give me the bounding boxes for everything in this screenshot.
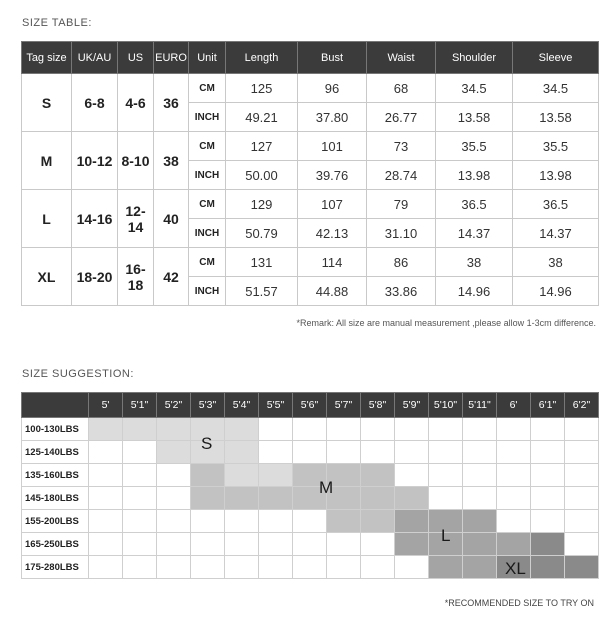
weight-label-cell: 100-130LBS [22,418,89,441]
grid-cell [191,510,225,533]
grid-cell [463,418,497,441]
size-us-cell: 4-6 [118,74,154,132]
size-uk-cell: 14-16 [72,190,118,248]
height-header-cell: 5'2" [157,393,191,418]
grid-corner-cell [22,393,89,418]
grid-cell [191,533,225,556]
measurement-cell: 13.58 [513,103,599,132]
size-header-cell: Length [226,42,298,74]
grid-cell [497,441,531,464]
size-size-cell: S [22,74,72,132]
grid-cell [89,441,123,464]
grid-cell [225,533,259,556]
grid-cell [463,487,497,510]
measurement-cell: 114 [298,248,367,277]
unit-cell: INCH [189,277,226,306]
size-zone-cell-l [463,510,497,533]
grid-cell [259,441,293,464]
measurement-cell: 35.5 [436,132,513,161]
size-zone-cell-l [463,556,497,579]
size-header-cell: Waist [367,42,436,74]
size-row [22,248,599,277]
grid-cell [123,533,157,556]
size-row [22,190,599,219]
size-euro-cell: 36 [154,74,189,132]
size-us-cell: 8-10 [118,132,154,190]
size-zone-cell-s [89,418,123,441]
grid-cell [157,464,191,487]
measurement-cell: 14.37 [513,219,599,248]
recommend-note: *RECOMMENDED SIZE TO TRY ON [444,598,594,608]
zone-label-l: L [441,526,451,545]
grid-cell [157,556,191,579]
weight-row [22,441,599,464]
grid-cell [327,533,361,556]
weight-label-cell: 145-180LBS [22,487,89,510]
measurement-cell: 38 [513,248,599,277]
height-header-cell: 5' [89,393,123,418]
height-header-cell: 5'4" [225,393,259,418]
grid-cell [395,464,429,487]
size-zone-cell-l [497,533,531,556]
unit-cell: INCH [189,103,226,132]
height-header-cell: 5'7" [327,393,361,418]
size-suggestion-title: SIZE SUGGESTION: [22,368,134,380]
grid-cell [293,510,327,533]
size-row [22,74,599,103]
height-header-cell: 5'3" [191,393,225,418]
measurement-cell: 131 [226,248,298,277]
weight-row [22,464,599,487]
unit-cell: CM [189,248,226,277]
grid-cell [327,556,361,579]
measurement-cell: 68 [367,74,436,103]
height-header-cell: 5'6" [293,393,327,418]
measurement-cell: 13.98 [436,161,513,190]
grid-cell [429,487,463,510]
grid-cell [565,510,599,533]
size-zone-cell-l [463,533,497,556]
size-zone-cell-m [225,487,259,510]
grid-cell [395,441,429,464]
grid-cell [191,556,225,579]
measurement-cell: 51.57 [226,277,298,306]
size-header-cell: EURO [154,42,189,74]
grid-cell [123,510,157,533]
height-header-cell: 6'2" [565,393,599,418]
zone-label-s: S [201,434,213,453]
weight-row [22,418,599,441]
size-size-cell: L [22,190,72,248]
unit-cell: CM [189,74,226,103]
grid-cell [361,533,395,556]
measurement-cell: 125 [226,74,298,103]
measurement-cell: 34.5 [513,74,599,103]
size-zone-cell-m [327,510,361,533]
size-us-cell: 16-18 [118,248,154,306]
measurement-cell: 79 [367,190,436,219]
size-zone-cell-l [429,526,463,556]
grid-cell [259,510,293,533]
measurement-cell: 31.10 [367,219,436,248]
grid-cell [497,487,531,510]
grid-cell [531,510,565,533]
grid-cell [531,441,565,464]
measurement-cell: 39.76 [298,161,367,190]
size-zone-cell-s [123,418,157,441]
size-table-header-row [22,42,599,74]
weight-row [22,487,599,510]
measurement-cell: 50.79 [226,219,298,248]
grid-cell [531,418,565,441]
size-header-cell: Tag size [22,42,72,74]
height-header-row [22,393,599,418]
weight-label-cell: 125-140LBS [22,441,89,464]
grid-cell [395,556,429,579]
height-header-cell: 5'11" [463,393,497,418]
grid-cell [565,441,599,464]
grid-cell [157,510,191,533]
grid-cell [293,418,327,441]
size-zone-cell-s [191,434,225,464]
size-us-cell: 12-14 [118,190,154,248]
measurement-cell: 38 [436,248,513,277]
size-zone-cell-xl [531,556,565,579]
unit-cell: CM [189,190,226,219]
grid-cell [531,487,565,510]
zone-label-xl: XL [505,559,526,578]
size-zone-cell-s [225,464,259,487]
size-zone-cell-xl [497,556,531,579]
size-zone-cell-l [395,510,429,533]
size-size-cell: XL [22,248,72,306]
grid-cell [293,533,327,556]
height-header-cell: 5'1" [123,393,157,418]
grid-cell [463,441,497,464]
size-header-cell: Shoulder [436,42,513,74]
grid-cell [361,418,395,441]
weight-label-cell: 155-200LBS [22,510,89,533]
size-zone-cell-s [157,418,191,441]
grid-cell [531,464,565,487]
weight-label-cell: 165-250LBS [22,533,89,556]
grid-cell [123,487,157,510]
grid-cell [89,510,123,533]
measurement-cell: 14.96 [513,277,599,306]
grid-cell [89,464,123,487]
size-zone-cell-m [259,487,293,510]
size-zone-cell-xl [531,533,565,556]
size-zone-cell-s [225,441,259,464]
size-uk-cell: 6-8 [72,74,118,132]
grid-cell [123,556,157,579]
measurement-cell: 13.98 [513,161,599,190]
size-zone-cell-m [361,510,395,533]
size-zone-cell-xl [565,556,599,579]
measurement-cell: 14.96 [436,277,513,306]
grid-cell [565,487,599,510]
measurement-cell: 96 [298,74,367,103]
size-zone-cell-s [225,418,259,441]
measurement-cell: 36.5 [436,190,513,219]
size-zone-cell-m [395,487,429,510]
size-size-cell: M [22,132,72,190]
grid-cell [259,556,293,579]
grid-cell [429,418,463,441]
weight-label-cell: 135-160LBS [22,464,89,487]
measurement-cell: 28.74 [367,161,436,190]
measurement-cell: 35.5 [513,132,599,161]
height-header-cell: 5'5" [259,393,293,418]
size-zone-cell-m [361,487,395,510]
grid-cell [225,556,259,579]
unit-cell: INCH [189,161,226,190]
grid-cell [293,441,327,464]
grid-cell [89,533,123,556]
grid-cell [429,441,463,464]
size-header-cell: Sleeve [513,42,599,74]
size-uk-cell: 10-12 [72,132,118,190]
measurement-cell: 33.86 [367,277,436,306]
grid-cell [565,464,599,487]
measurement-cell: 37.80 [298,103,367,132]
measurement-cell: 86 [367,248,436,277]
weight-row [22,510,599,533]
size-row [22,132,599,161]
measurement-cell: 13.58 [436,103,513,132]
size-zone-cell-s [259,464,293,487]
height-header-cell: 5'8" [361,393,395,418]
measurement-cell: 34.5 [436,74,513,103]
measurement-cell: 49.21 [226,103,298,132]
grid-cell [225,510,259,533]
measurement-cell: 50.00 [226,161,298,190]
weight-row [22,533,599,556]
size-header-cell: UK/AU [72,42,118,74]
size-euro-cell: 42 [154,248,189,306]
grid-cell [259,418,293,441]
grid-cell [123,464,157,487]
size-header-cell: Unit [189,42,226,74]
size-zone-cell-m [191,487,225,510]
grid-cell [89,487,123,510]
measurement-cell: 107 [298,190,367,219]
height-header-cell: 5'10" [429,393,463,418]
grid-cell [429,464,463,487]
grid-cell [497,418,531,441]
size-zone-cell-l [395,533,429,556]
unit-cell: INCH [189,219,226,248]
size-zone-cell-m [191,464,225,487]
size-suggestion-grid [21,392,599,579]
grid-cell [361,441,395,464]
zone-label-m: M [319,478,334,497]
size-uk-cell: 18-20 [72,248,118,306]
weight-row [22,556,599,579]
grid-cell [327,418,361,441]
weight-label-cell: 175-280LBS [22,556,89,579]
grid-cell [395,418,429,441]
grid-cell [361,556,395,579]
measurement-cell: 101 [298,132,367,161]
size-zone-cell-m [361,464,395,487]
grid-cell [463,464,497,487]
measurement-cell: 14.37 [436,219,513,248]
grid-cell [123,441,157,464]
size-euro-cell: 38 [154,132,189,190]
size-header-cell: US [118,42,154,74]
size-zone-cell-s [157,441,191,464]
measurement-cell: 36.5 [513,190,599,219]
size-zone-cell-m [319,478,361,510]
grid-cell [565,418,599,441]
grid-cell [89,556,123,579]
measurement-cell: 26.77 [367,103,436,132]
grid-cell [157,533,191,556]
grid-cell [497,510,531,533]
measurement-cell: 127 [226,132,298,161]
grid-cell [497,464,531,487]
size-euro-cell: 40 [154,190,189,248]
size-zone-cell-l [429,556,463,579]
measurement-cell: 129 [226,190,298,219]
height-header-cell: 5'9" [395,393,429,418]
size-table-title: SIZE TABLE: [22,17,92,29]
height-header-cell: 6' [497,393,531,418]
grid-cell [293,556,327,579]
measurement-cell: 73 [367,132,436,161]
height-header-cell: 6'1" [531,393,565,418]
grid-cell [157,487,191,510]
grid-cell [327,441,361,464]
unit-cell: CM [189,132,226,161]
size-header-cell: Bust [298,42,367,74]
remark-note: *Remark: All size are manual measurement ,please allow 1-3cm difference. [296,318,596,328]
size-table [21,41,599,306]
grid-cell [259,533,293,556]
measurement-cell: 44.88 [298,277,367,306]
grid-cell [565,533,599,556]
measurement-cell: 42.13 [298,219,367,248]
